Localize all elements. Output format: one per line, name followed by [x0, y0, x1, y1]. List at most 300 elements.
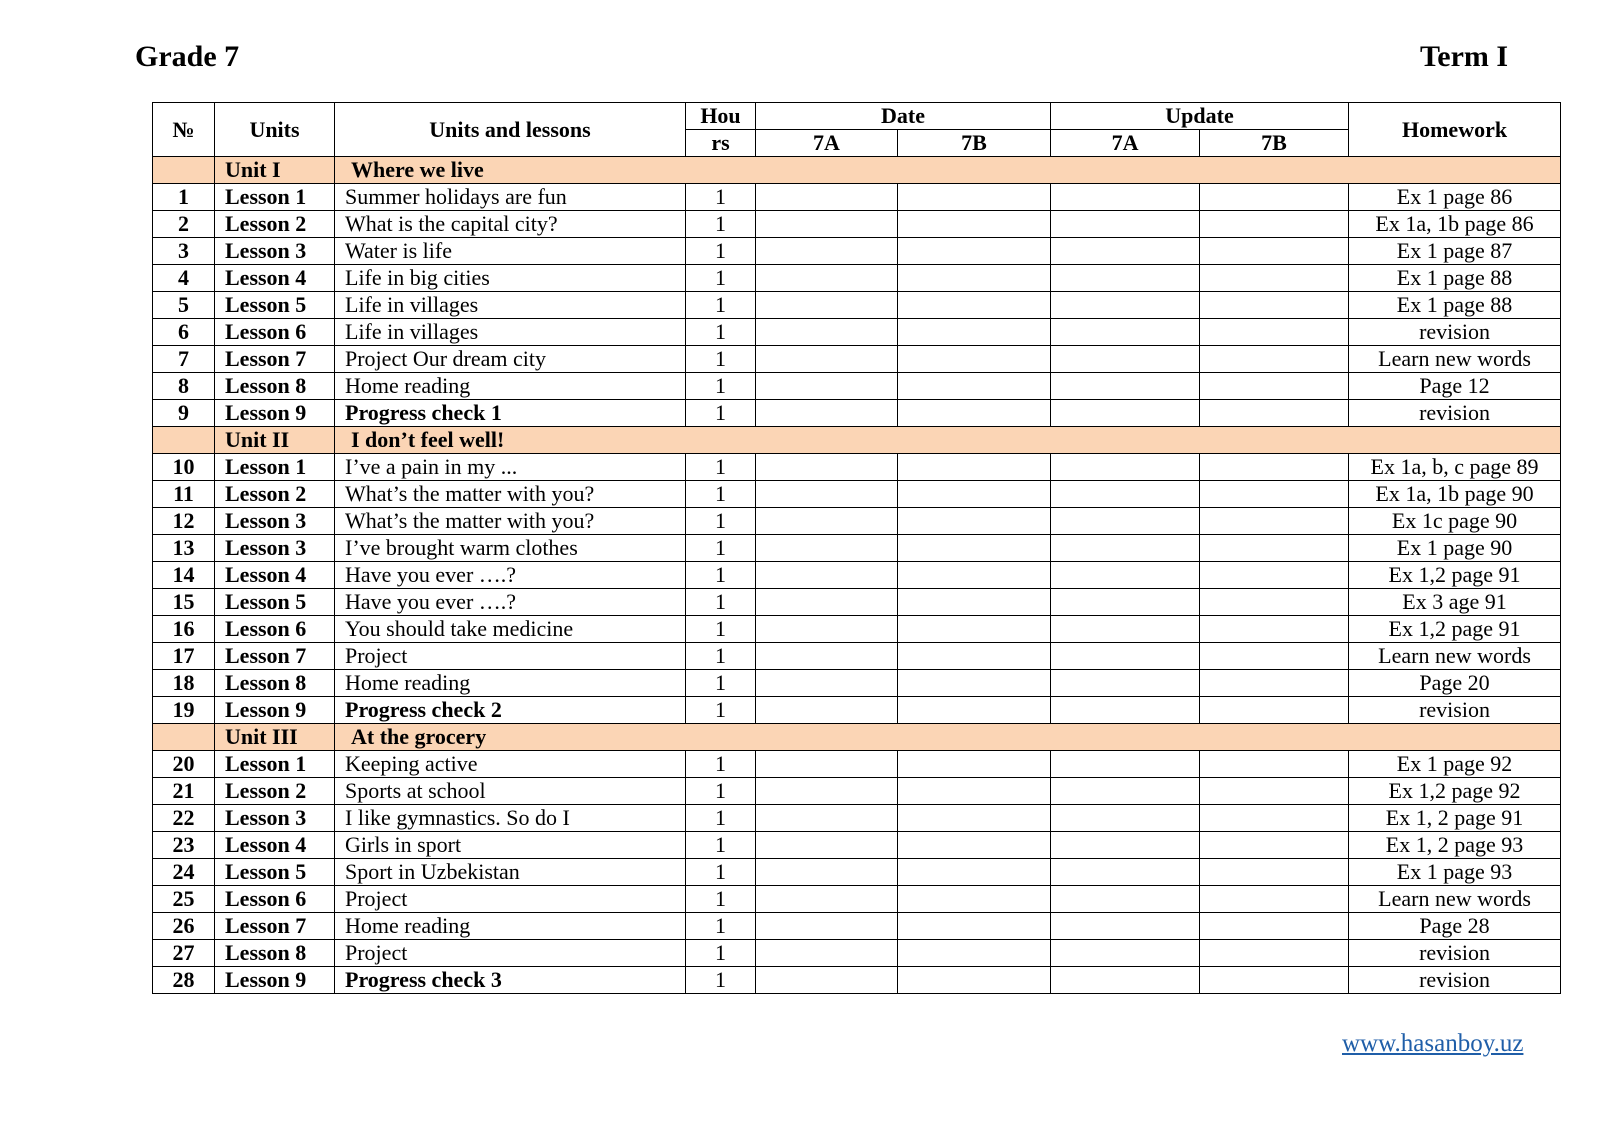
- lesson-hours: 1: [686, 589, 756, 616]
- lesson-number: 1: [153, 184, 215, 211]
- lesson-number: 8: [153, 373, 215, 400]
- lesson-topic: Progress check 1: [335, 400, 686, 427]
- update-7a-cell[interactable]: [1051, 751, 1200, 778]
- lesson-topic: Progress check 3: [335, 967, 686, 994]
- date-7b-cell[interactable]: [898, 940, 1051, 967]
- homework-cell: Ex 1 page 90: [1349, 535, 1561, 562]
- lesson-label: Lesson 6: [215, 319, 335, 346]
- lesson-topic: Sports at school: [335, 778, 686, 805]
- lesson-label: Lesson 4: [215, 562, 335, 589]
- table-row: [153, 292, 1561, 319]
- lesson-label: Lesson 8: [215, 373, 335, 400]
- homework-cell: Ex 1 page 87: [1349, 238, 1561, 265]
- lesson-topic: What’s the matter with you?: [335, 508, 686, 535]
- homework-cell: Learn new words: [1349, 346, 1561, 373]
- table-row: [153, 184, 1561, 211]
- table-row: [153, 211, 1561, 238]
- homework-cell: Ex 1,2 page 92: [1349, 778, 1561, 805]
- unit-label: Unit III: [215, 724, 335, 751]
- lesson-label: Lesson 7: [215, 643, 335, 670]
- update-7a-cell[interactable]: [1051, 967, 1200, 994]
- date-7b-cell[interactable]: [898, 913, 1051, 940]
- update-7b-cell[interactable]: [1200, 481, 1349, 508]
- update-7b-cell[interactable]: [1200, 346, 1349, 373]
- table-row: [153, 454, 1561, 481]
- lesson-number: 22: [153, 805, 215, 832]
- date-7b-cell[interactable]: [898, 616, 1051, 643]
- update-7b-cell[interactable]: [1200, 508, 1349, 535]
- date-7a-cell[interactable]: [756, 265, 898, 292]
- lesson-label: Lesson 3: [215, 535, 335, 562]
- update-7b-cell[interactable]: [1200, 805, 1349, 832]
- table-row: [153, 886, 1561, 913]
- lesson-number: 2: [153, 211, 215, 238]
- update-7b-cell[interactable]: [1200, 616, 1349, 643]
- homework-cell: Learn new words: [1349, 886, 1561, 913]
- lesson-number: 20: [153, 751, 215, 778]
- lesson-hours: 1: [686, 616, 756, 643]
- date-7a-cell[interactable]: [756, 616, 898, 643]
- table-row: [153, 589, 1561, 616]
- update-7b-cell[interactable]: [1200, 238, 1349, 265]
- update-7a-cell[interactable]: [1051, 886, 1200, 913]
- date-7a-cell[interactable]: [756, 373, 898, 400]
- lesson-hours: 1: [686, 670, 756, 697]
- lesson-topic: Life in villages: [335, 292, 686, 319]
- date-7b-cell[interactable]: [898, 886, 1051, 913]
- update-7b-cell[interactable]: [1200, 832, 1349, 859]
- update-7a-cell[interactable]: [1051, 616, 1200, 643]
- lesson-number: 11: [153, 481, 215, 508]
- lesson-hours: 1: [686, 562, 756, 589]
- table-row: [153, 373, 1561, 400]
- lesson-hours: 1: [686, 805, 756, 832]
- update-7b-cell[interactable]: [1200, 913, 1349, 940]
- update-7a-cell[interactable]: [1051, 211, 1200, 238]
- update-7b-cell[interactable]: [1200, 562, 1349, 589]
- lesson-label: Lesson 5: [215, 859, 335, 886]
- lesson-label: Lesson 3: [215, 508, 335, 535]
- lesson-hours: 1: [686, 481, 756, 508]
- table-row: [153, 481, 1561, 508]
- date-7a-cell[interactable]: [756, 859, 898, 886]
- lesson-number: 4: [153, 265, 215, 292]
- update-7a-cell[interactable]: [1051, 913, 1200, 940]
- date-7a-cell[interactable]: [756, 697, 898, 724]
- lesson-topic: Life in villages: [335, 319, 686, 346]
- update-7b-cell[interactable]: [1200, 778, 1349, 805]
- update-7a-cell[interactable]: [1051, 319, 1200, 346]
- date-7b-cell[interactable]: [898, 400, 1051, 427]
- lesson-topic: Home reading: [335, 913, 686, 940]
- homework-cell: Page 28: [1349, 913, 1561, 940]
- date-7a-cell[interactable]: [756, 670, 898, 697]
- lesson-topic: You should take medicine: [335, 616, 686, 643]
- date-7b-cell[interactable]: [898, 778, 1051, 805]
- update-7a-cell[interactable]: [1051, 805, 1200, 832]
- lesson-label: Lesson 4: [215, 265, 335, 292]
- lesson-number: 17: [153, 643, 215, 670]
- header-update-7b: 7B: [1200, 130, 1349, 157]
- table-row: [153, 967, 1561, 994]
- homework-cell: Ex 1,2 page 91: [1349, 616, 1561, 643]
- date-7a-cell[interactable]: [756, 508, 898, 535]
- lesson-number: 13: [153, 535, 215, 562]
- header-date-7a: 7A: [756, 130, 898, 157]
- homework-cell: Ex 3 age 91: [1349, 589, 1561, 616]
- lesson-hours: 1: [686, 778, 756, 805]
- date-7a-cell[interactable]: [756, 832, 898, 859]
- lesson-label: Lesson 7: [215, 346, 335, 373]
- table-row: [153, 670, 1561, 697]
- date-7b-cell[interactable]: [898, 805, 1051, 832]
- date-7a-cell[interactable]: [756, 535, 898, 562]
- unit-label: Unit I: [215, 157, 335, 184]
- lesson-label: Lesson 8: [215, 670, 335, 697]
- date-7a-cell[interactable]: [756, 184, 898, 211]
- header-update-7a: 7A: [1051, 130, 1200, 157]
- lesson-topic: What’s the matter with you?: [335, 481, 686, 508]
- unit-title: Where we live: [335, 157, 1561, 184]
- update-7a-cell[interactable]: [1051, 265, 1200, 292]
- date-7a-cell[interactable]: [756, 562, 898, 589]
- lesson-number: 18: [153, 670, 215, 697]
- update-7a-cell[interactable]: [1051, 778, 1200, 805]
- update-7b-cell[interactable]: [1200, 184, 1349, 211]
- update-7b-cell[interactable]: [1200, 967, 1349, 994]
- table-row: [153, 778, 1561, 805]
- lesson-label: Lesson 4: [215, 832, 335, 859]
- lesson-topic: Project: [335, 886, 686, 913]
- lesson-number: 12: [153, 508, 215, 535]
- unit-num-cell: [153, 724, 215, 751]
- table-row: [153, 697, 1561, 724]
- update-7b-cell[interactable]: [1200, 211, 1349, 238]
- homework-cell: Ex 1 page 88: [1349, 265, 1561, 292]
- lesson-number: 15: [153, 589, 215, 616]
- lesson-hours: 1: [686, 751, 756, 778]
- lesson-plan-table: [152, 102, 1561, 994]
- lesson-label: Lesson 5: [215, 589, 335, 616]
- lesson-hours: 1: [686, 535, 756, 562]
- table-row: [153, 832, 1561, 859]
- date-7b-cell[interactable]: [898, 481, 1051, 508]
- update-7a-cell[interactable]: [1051, 643, 1200, 670]
- term-title: Term I: [1420, 40, 1509, 73]
- update-7b-cell[interactable]: [1200, 751, 1349, 778]
- date-7a-cell[interactable]: [756, 967, 898, 994]
- lesson-label: Lesson 9: [215, 400, 335, 427]
- date-7b-cell[interactable]: [898, 184, 1051, 211]
- unit-title: At the grocery: [335, 724, 1561, 751]
- date-7a-cell[interactable]: [756, 778, 898, 805]
- lesson-topic: I’ve brought warm clothes: [335, 535, 686, 562]
- lesson-number: 7: [153, 346, 215, 373]
- date-7a-cell[interactable]: [756, 805, 898, 832]
- homework-cell: Ex 1a, 1b page 90: [1349, 481, 1561, 508]
- date-7b-cell[interactable]: [898, 292, 1051, 319]
- table-row: [153, 751, 1561, 778]
- lesson-number: 27: [153, 940, 215, 967]
- lesson-label: Lesson 5: [215, 292, 335, 319]
- date-7a-cell[interactable]: [756, 319, 898, 346]
- lesson-number: 19: [153, 697, 215, 724]
- lesson-hours: 1: [686, 697, 756, 724]
- date-7a-cell[interactable]: [756, 751, 898, 778]
- unit-title: I don’t feel well!: [335, 427, 1561, 454]
- update-7b-cell[interactable]: [1200, 535, 1349, 562]
- homework-cell: Page 12: [1349, 373, 1561, 400]
- update-7a-cell[interactable]: [1051, 346, 1200, 373]
- lesson-topic: Have you ever ….?: [335, 589, 686, 616]
- unit-row: [153, 157, 1561, 184]
- lesson-number: 14: [153, 562, 215, 589]
- lesson-label: Lesson 6: [215, 616, 335, 643]
- lesson-number: 9: [153, 400, 215, 427]
- unit-num-cell: [153, 427, 215, 454]
- date-7b-cell[interactable]: [898, 670, 1051, 697]
- header-num: №: [153, 103, 215, 157]
- homework-cell: revision: [1349, 697, 1561, 724]
- header-update: Update: [1051, 103, 1349, 130]
- lesson-hours: 1: [686, 184, 756, 211]
- date-7b-cell[interactable]: [898, 751, 1051, 778]
- lesson-topic: Have you ever ….?: [335, 562, 686, 589]
- update-7b-cell[interactable]: [1200, 859, 1349, 886]
- lesson-label: Lesson 6: [215, 886, 335, 913]
- homework-cell: Ex 1a, 1b page 86: [1349, 211, 1561, 238]
- unit-num-cell: [153, 157, 215, 184]
- lesson-topic: What is the capital city?: [335, 211, 686, 238]
- date-7b-cell[interactable]: [898, 697, 1051, 724]
- update-7b-cell[interactable]: [1200, 400, 1349, 427]
- lesson-hours: 1: [686, 373, 756, 400]
- lesson-topic: Home reading: [335, 670, 686, 697]
- table-body: [153, 157, 1561, 994]
- lesson-hours: 1: [686, 967, 756, 994]
- update-7a-cell[interactable]: [1051, 373, 1200, 400]
- date-7b-cell[interactable]: [898, 643, 1051, 670]
- lesson-hours: 1: [686, 292, 756, 319]
- date-7b-cell[interactable]: [898, 832, 1051, 859]
- lesson-topic: Life in big cities: [335, 265, 686, 292]
- date-7a-cell[interactable]: [756, 454, 898, 481]
- lesson-hours: 1: [686, 265, 756, 292]
- update-7a-cell[interactable]: [1051, 940, 1200, 967]
- date-7b-cell[interactable]: [898, 211, 1051, 238]
- date-7b-cell[interactable]: [898, 265, 1051, 292]
- table-header: [153, 103, 1561, 157]
- lesson-topic: I’ve a pain in my ...: [335, 454, 686, 481]
- update-7b-cell[interactable]: [1200, 940, 1349, 967]
- date-7a-cell[interactable]: [756, 913, 898, 940]
- update-7b-cell[interactable]: [1200, 454, 1349, 481]
- homework-cell: Ex 1a, b, c page 89: [1349, 454, 1561, 481]
- table-row: [153, 616, 1561, 643]
- update-7b-cell[interactable]: [1200, 670, 1349, 697]
- lesson-hours: 1: [686, 454, 756, 481]
- website-link[interactable]: www.hasanboy.uz: [1342, 1030, 1524, 1057]
- lesson-number: 21: [153, 778, 215, 805]
- update-7b-cell[interactable]: [1200, 643, 1349, 670]
- lesson-hours: 1: [686, 508, 756, 535]
- header-units-and-lessons: Units and lessons: [335, 103, 686, 157]
- table-row: [153, 643, 1561, 670]
- date-7a-cell[interactable]: [756, 211, 898, 238]
- update-7a-cell[interactable]: [1051, 238, 1200, 265]
- homework-cell: Ex 1c page 90: [1349, 508, 1561, 535]
- lesson-topic: Progress check 2: [335, 697, 686, 724]
- lesson-topic: Project Our dream city: [335, 346, 686, 373]
- table-row: [153, 805, 1561, 832]
- date-7a-cell[interactable]: [756, 400, 898, 427]
- homework-cell: revision: [1349, 967, 1561, 994]
- table-row: [153, 859, 1561, 886]
- header-hours-top: Hou: [686, 103, 756, 130]
- table-row: [153, 346, 1561, 373]
- homework-cell: Ex 1, 2 page 93: [1349, 832, 1561, 859]
- date-7a-cell[interactable]: [756, 346, 898, 373]
- update-7a-cell[interactable]: [1051, 184, 1200, 211]
- lesson-hours: 1: [686, 886, 756, 913]
- update-7a-cell[interactable]: [1051, 697, 1200, 724]
- table-row: [153, 940, 1561, 967]
- update-7a-cell[interactable]: [1051, 454, 1200, 481]
- lesson-topic: Project: [335, 643, 686, 670]
- date-7a-cell[interactable]: [756, 589, 898, 616]
- date-7b-cell[interactable]: [898, 508, 1051, 535]
- update-7b-cell[interactable]: [1200, 697, 1349, 724]
- lesson-topic: Keeping active: [335, 751, 686, 778]
- lesson-hours: 1: [686, 859, 756, 886]
- lesson-number: 16: [153, 616, 215, 643]
- homework-cell: Ex 1 page 88: [1349, 292, 1561, 319]
- update-7a-cell[interactable]: [1051, 859, 1200, 886]
- lesson-hours: 1: [686, 346, 756, 373]
- date-7b-cell[interactable]: [898, 319, 1051, 346]
- lesson-number: 26: [153, 913, 215, 940]
- update-7b-cell[interactable]: [1200, 589, 1349, 616]
- lesson-hours: 1: [686, 400, 756, 427]
- date-7b-cell[interactable]: [898, 373, 1051, 400]
- lesson-topic: Summer holidays are fun: [335, 184, 686, 211]
- lesson-hours: 1: [686, 913, 756, 940]
- lesson-label: Lesson 1: [215, 454, 335, 481]
- unit-label: Unit II: [215, 427, 335, 454]
- homework-cell: revision: [1349, 940, 1561, 967]
- unit-row: [153, 427, 1561, 454]
- header-units: Units: [215, 103, 335, 157]
- lesson-hours: 1: [686, 211, 756, 238]
- lesson-label: Lesson 3: [215, 805, 335, 832]
- date-7a-cell[interactable]: [756, 940, 898, 967]
- lesson-number: 23: [153, 832, 215, 859]
- date-7a-cell[interactable]: [756, 643, 898, 670]
- lesson-topic: Water is life: [335, 238, 686, 265]
- lesson-number: 28: [153, 967, 215, 994]
- homework-cell: Ex 1 page 93: [1349, 859, 1561, 886]
- date-7a-cell[interactable]: [756, 886, 898, 913]
- update-7b-cell[interactable]: [1200, 292, 1349, 319]
- lesson-label: Lesson 9: [215, 697, 335, 724]
- lesson-topic: Sport in Uzbekistan: [335, 859, 686, 886]
- update-7a-cell[interactable]: [1051, 292, 1200, 319]
- homework-cell: revision: [1349, 400, 1561, 427]
- lesson-label: Lesson 2: [215, 778, 335, 805]
- lesson-topic: I like gymnastics. So do I: [335, 805, 686, 832]
- lesson-number: 24: [153, 859, 215, 886]
- update-7a-cell[interactable]: [1051, 508, 1200, 535]
- lesson-label: Lesson 3: [215, 238, 335, 265]
- lesson-hours: 1: [686, 940, 756, 967]
- lesson-hours: 1: [686, 238, 756, 265]
- grade-title: Grade 7: [135, 40, 240, 73]
- table-row: [153, 535, 1561, 562]
- unit-row: [153, 724, 1561, 751]
- lesson-topic: Girls in sport: [335, 832, 686, 859]
- update-7b-cell[interactable]: [1200, 886, 1349, 913]
- date-7b-cell[interactable]: [898, 562, 1051, 589]
- date-7b-cell[interactable]: [898, 859, 1051, 886]
- lesson-label: Lesson 7: [215, 913, 335, 940]
- table-row: [153, 319, 1561, 346]
- table-row: [153, 400, 1561, 427]
- lesson-label: Lesson 9: [215, 967, 335, 994]
- date-7b-cell[interactable]: [898, 346, 1051, 373]
- update-7a-cell[interactable]: [1051, 832, 1200, 859]
- homework-cell: revision: [1349, 319, 1561, 346]
- header-hours-bottom: rs: [686, 130, 756, 157]
- update-7b-cell[interactable]: [1200, 319, 1349, 346]
- date-7a-cell[interactable]: [756, 481, 898, 508]
- update-7a-cell[interactable]: [1051, 481, 1200, 508]
- date-7b-cell[interactable]: [898, 535, 1051, 562]
- date-7b-cell[interactable]: [898, 238, 1051, 265]
- homework-cell: Ex 1,2 page 91: [1349, 562, 1561, 589]
- update-7b-cell[interactable]: [1200, 373, 1349, 400]
- update-7a-cell[interactable]: [1051, 562, 1200, 589]
- update-7a-cell[interactable]: [1051, 535, 1200, 562]
- date-7b-cell[interactable]: [898, 589, 1051, 616]
- homework-cell: Ex 1 page 86: [1349, 184, 1561, 211]
- lesson-label: Lesson 2: [215, 211, 335, 238]
- homework-cell: Learn new words: [1349, 643, 1561, 670]
- update-7a-cell[interactable]: [1051, 670, 1200, 697]
- table-row: [153, 508, 1561, 535]
- update-7a-cell[interactable]: [1051, 400, 1200, 427]
- date-7a-cell[interactable]: [756, 238, 898, 265]
- table-row: [153, 913, 1561, 940]
- date-7b-cell[interactable]: [898, 454, 1051, 481]
- lesson-label: Lesson 1: [215, 184, 335, 211]
- lesson-topic: Project: [335, 940, 686, 967]
- header-homework: Homework: [1349, 103, 1561, 157]
- update-7b-cell[interactable]: [1200, 265, 1349, 292]
- date-7b-cell[interactable]: [898, 967, 1051, 994]
- homework-cell: Ex 1, 2 page 91: [1349, 805, 1561, 832]
- lesson-number: 10: [153, 454, 215, 481]
- lesson-number: 6: [153, 319, 215, 346]
- date-7a-cell[interactable]: [756, 292, 898, 319]
- lesson-label: Lesson 2: [215, 481, 335, 508]
- lesson-number: 3: [153, 238, 215, 265]
- header-date: Date: [756, 103, 1051, 130]
- header-date-7b: 7B: [898, 130, 1051, 157]
- table-row: [153, 562, 1561, 589]
- lesson-hours: 1: [686, 319, 756, 346]
- lesson-topic: Home reading: [335, 373, 686, 400]
- update-7a-cell[interactable]: [1051, 589, 1200, 616]
